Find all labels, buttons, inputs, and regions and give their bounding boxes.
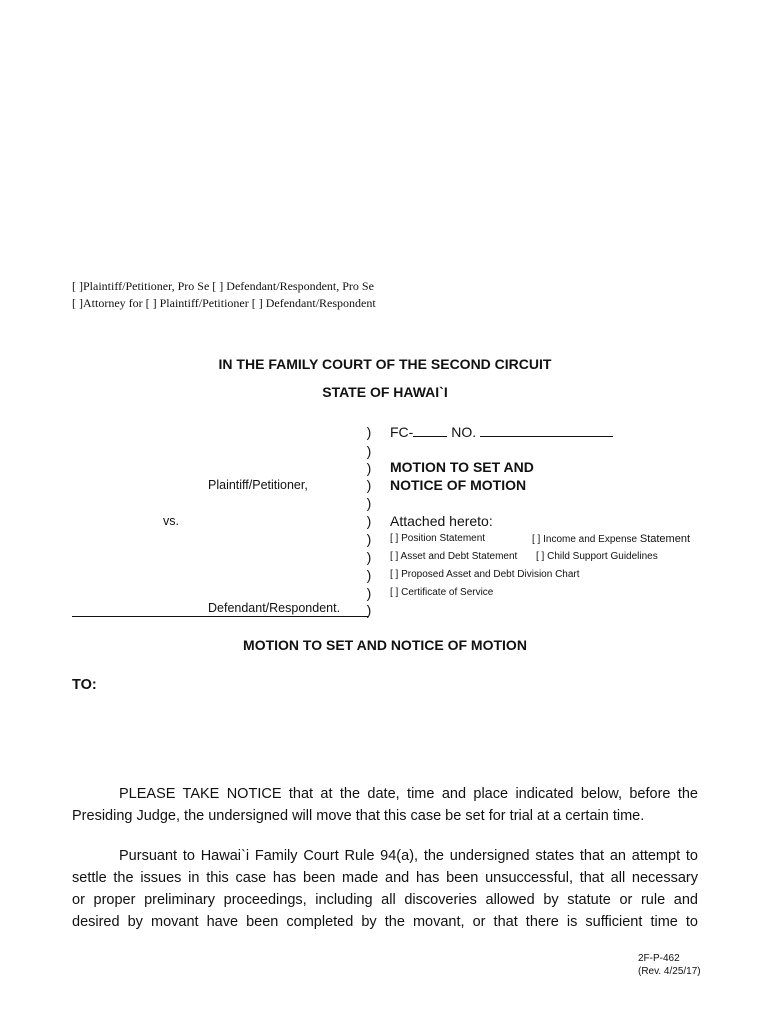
form-id: 2F-P-462	[638, 953, 680, 964]
paragraph-2-line-3: or proper preliminary proceedings, including all discoveries allowed by statute or rule and	[72, 892, 698, 908]
checkbox-certificate-of-service[interactable]: [ ] Certificate of Service	[390, 587, 494, 598]
caption-paren: )	[366, 513, 372, 529]
paragraph-1-line-1: PLEASE TAKE NOTICE that at the date, time and place indicated below, before the	[119, 786, 698, 802]
caption-motion-line-2: NOTICE OF MOTION	[390, 477, 527, 493]
checkbox-asset-debt-statement[interactable]: [ ] Asset and Debt Statement	[390, 551, 518, 562]
checkbox-income-expense[interactable]	[532, 533, 690, 545]
paragraph-1-line-2: Presiding Judge, the undersigned will move that this case be set for trial at a certain time.	[72, 808, 645, 824]
case-prefix: FC-	[390, 424, 414, 440]
motion-title: MOTION TO SET AND NOTICE OF MOTION	[243, 637, 527, 653]
case-number	[390, 424, 613, 440]
caption-paren: )	[366, 443, 372, 459]
paragraph-2-line-1: Pursuant to Hawai`i Family Court Rule 94(a), the undersigned states that an attempt to	[119, 848, 698, 864]
case-no-label: NO.	[451, 424, 477, 440]
caption-paren: )	[366, 424, 372, 440]
checkbox-proposed-division-chart[interactable]: [ ] Proposed Asset and Debt Division Chart	[390, 569, 580, 580]
checkbox-position-statement[interactable]: [ ] Position Statement	[390, 533, 486, 544]
caption-paren: )	[366, 602, 372, 618]
representation-line-1: [ ]Plaintiff/Petitioner, Pro Se [ ] Defendant/Respondent, Pro Se	[72, 279, 374, 293]
caption-motion-line-1: MOTION TO SET AND	[390, 459, 534, 475]
case-number-blank[interactable]	[480, 424, 613, 437]
caption-paren: )	[366, 567, 372, 583]
checkbox-income-label: [ ] Income and Expense	[532, 534, 638, 545]
representation-line-2: [ ]Attorney for [ ] Plaintiff/Petitioner [ ] Defendant/Respondent	[72, 296, 376, 310]
court-title: IN THE FAMILY COURT OF THE SECOND CIRCUIT	[218, 356, 552, 372]
to-label: TO:	[72, 677, 97, 693]
attached-label: Attached hereto:	[390, 513, 493, 529]
caption-paren: )	[366, 477, 372, 493]
plaintiff-label: Plaintiff/Petitioner,	[208, 478, 308, 492]
caption-paren: )	[366, 460, 372, 476]
caption-paren: )	[366, 549, 372, 565]
caption-paren: )	[366, 585, 372, 601]
case-prefix-blank[interactable]	[413, 424, 447, 437]
defendant-label: Defendant/Respondent.	[208, 601, 341, 615]
vs-label: vs.	[163, 514, 179, 528]
checkbox-child-support-guidelines[interactable]: [ ] Child Support Guidelines	[536, 551, 658, 562]
form-revision: (Rev. 4/25/17)	[638, 966, 701, 977]
checkbox-income-label-tail: Statement	[639, 533, 690, 545]
caption-paren: )	[366, 495, 372, 511]
paragraph-2-line-2: settle the issues in this case has been made and has been unsuccessful, that all necessary	[72, 870, 698, 886]
caption-paren: )	[366, 531, 372, 547]
court-state: STATE OF HAWAI`I	[322, 384, 448, 400]
paragraph-2-line-4: desired by movant have been completed by the movant, or that there is sufficient time to	[72, 914, 698, 930]
